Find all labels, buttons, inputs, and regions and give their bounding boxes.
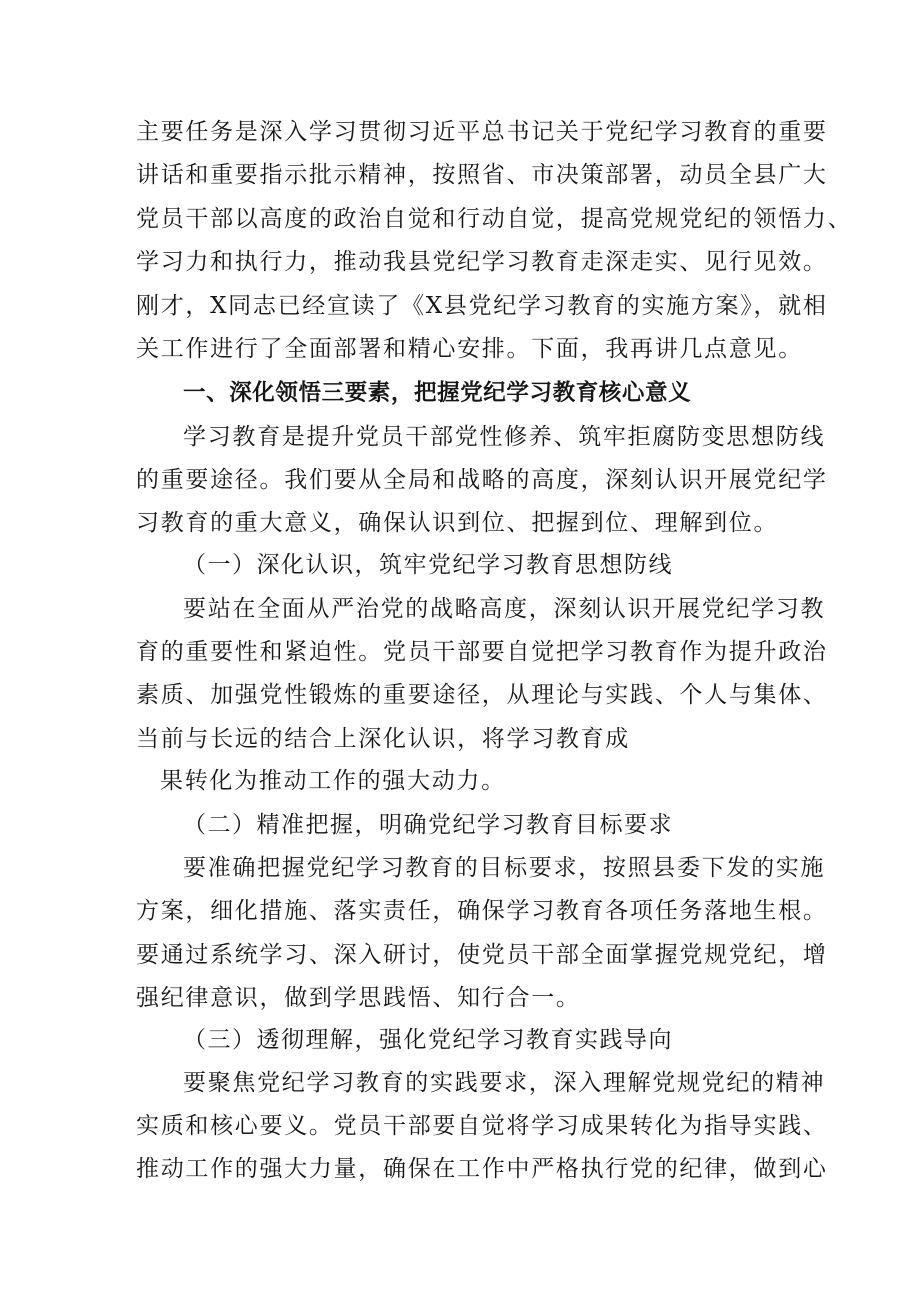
body-line: 强纪律意识，做到学思践悟、知行合一。 <box>136 985 581 1011</box>
body-line: 当前与长远的结合上深化认识，将学习教育成 <box>136 726 630 752</box>
body-line: 刚才，X同志已经宣读了《X县党纪学习教育的实施方案》，就相 <box>136 293 828 319</box>
subsection-heading: （三）透彻理解，强化党纪学习教育实践导向 <box>183 1027 673 1053</box>
body-line: 要站在全面从严治党的战略高度，深刻认识开展党纪学习教 <box>183 596 826 622</box>
body-line: 主要任务是深入学习贯彻习近平总书记关于党纪学习教育的重要 <box>136 119 828 145</box>
body-line: 讲话和重要指示批示精神，按照省、市决策部署，动员全县广大 <box>136 162 828 188</box>
body-line: 方案，细化措施、落实责任，确保学习教育各项任务落地生根。 <box>136 898 828 924</box>
body-line: 实质和核心要义。党员干部要自觉将学习成果转化为指导实践、 <box>136 1113 828 1139</box>
body-line: 关工作进行了全面部署和精心安排。下面，我再讲几点意见。 <box>136 336 803 362</box>
body-line: 习教育的重大意义，确保认识到位、把握到位、理解到位。 <box>136 510 779 536</box>
body-line: 要聚焦党纪学习教育的实践要求，深入理解党规党纪的精神 <box>183 1070 826 1096</box>
body-line: 育的重要性和紧迫性。党员干部要自觉把学习教育作为提升政治 <box>136 639 828 665</box>
body-line: 学习力和执行力，推动我县党纪学习教育走深走实、见行见效。 <box>136 249 828 275</box>
subsection-heading: （二）精准把握，明确党纪学习教育目标要求 <box>183 812 673 838</box>
body-line: 党员干部以高度的政治自觉和行动自觉，提高党规党纪的领悟力、 <box>136 206 853 232</box>
body-line: 素质、加强党性锻炼的重要途径，从理论与实践、个人与集体、 <box>136 682 828 708</box>
body-line: 学习教育是提升党员干部党性修养、筑牢拒腐防变思想防线 <box>183 424 826 450</box>
body-line: 的重要途径。我们要从全局和战略的高度，深刻认识开展党纪学 <box>136 467 828 493</box>
body-line: 要准确把握党纪学习教育的目标要求，按照县委下发的实施 <box>183 855 826 881</box>
body-line: 要通过系统学习、深入研讨，使党员干部全面掌握党规党纪，增 <box>136 942 828 968</box>
body-line: 果转化为推动工作的强大动力。 <box>160 768 506 794</box>
subsection-heading: （一）深化认识，筑牢党纪学习教育思想防线 <box>183 552 673 578</box>
section-heading: 一、深化领悟三要素，把握党纪学习教育核心意义 <box>183 380 692 406</box>
body-line: 推动工作的强大力量，确保在工作中严格执行党的纪律，做到心 <box>136 1156 828 1182</box>
